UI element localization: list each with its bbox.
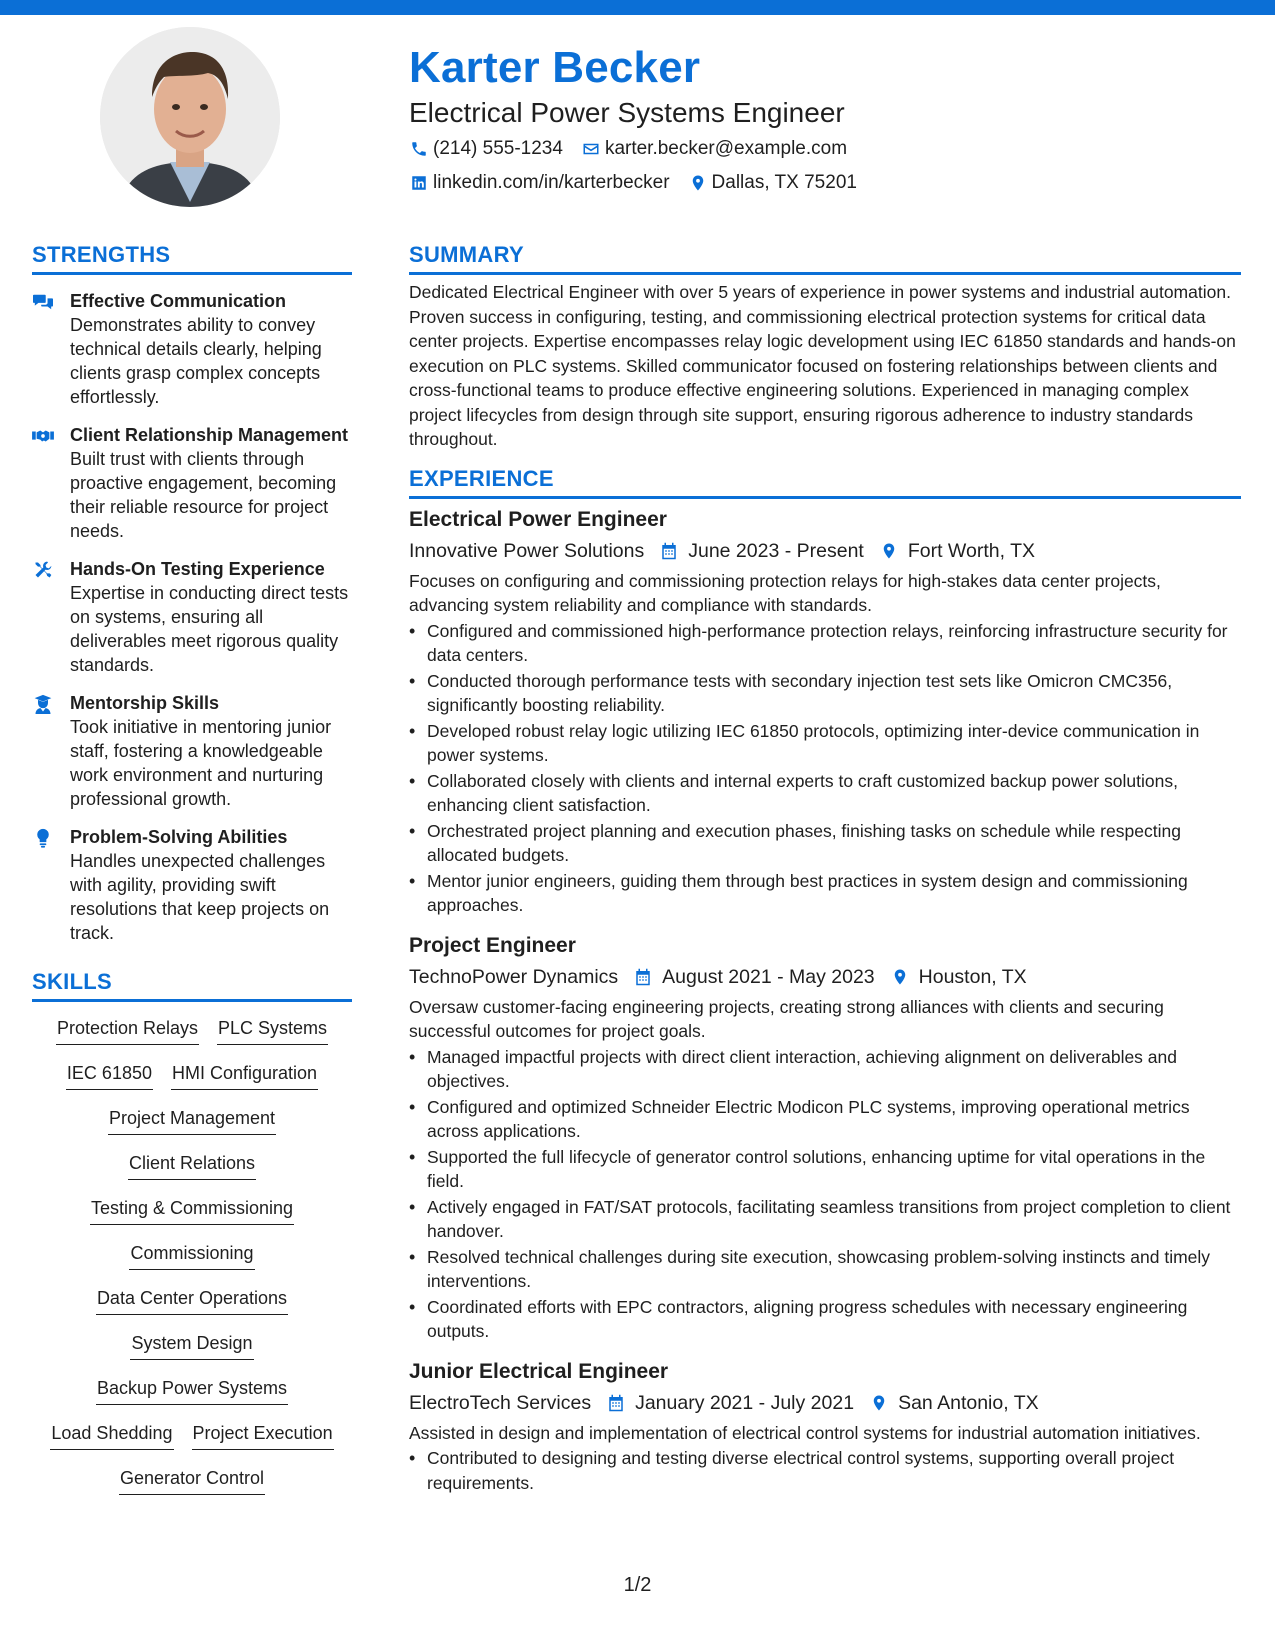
job-meta xyxy=(409,1388,1241,1418)
skill-row xyxy=(32,1151,352,1196)
bullet-item: • Configured and commissioned high-performance protection relays, reinforcing infrastructure security for data centers. xyxy=(409,619,1241,668)
job-dates xyxy=(634,962,874,992)
contact-row-1 xyxy=(409,134,1229,164)
bullet-item: • Orchestrated project planning and execution phases, finishing tasks on schedule while respecting allocated budgets. xyxy=(409,819,1241,868)
skill-tag: Client Relations xyxy=(128,1151,256,1180)
job-meta xyxy=(409,962,1241,992)
strength-desc: Demonstrates ability to convey technical details clearly, helping clients grasp complex concepts effortlessly. xyxy=(70,315,322,407)
skill-tag: Commissioning xyxy=(129,1241,254,1270)
strength-title: Mentorship Skills xyxy=(70,693,220,713)
skill-tag: Data Center Operations xyxy=(96,1286,288,1315)
bullet-item: • Managed impactful projects with direct client interaction, achieving alignment on deliverables and objectives. xyxy=(409,1045,1241,1094)
lightbulb-icon xyxy=(32,825,70,945)
map-pin-icon xyxy=(688,173,708,193)
job-bullets xyxy=(409,1045,1241,1344)
job-description: Focuses on configuring and commissioning protection relays for high-stakes data center projects, advancing system reliability and compliance with standards. xyxy=(409,570,1161,615)
calendar-icon xyxy=(634,967,652,987)
contact-location xyxy=(688,169,857,197)
strength-title: Problem-Solving Abilities xyxy=(70,827,288,847)
graduate-icon xyxy=(32,691,70,811)
job-title: Project Engineer xyxy=(409,933,576,957)
strength-item xyxy=(32,423,352,543)
skill-row xyxy=(32,1466,352,1511)
bullet-item: • Coordinated efforts with EPC contractors, aligning progress schedules with necessary engineering outputs. xyxy=(409,1295,1241,1344)
job-location xyxy=(891,962,1027,992)
envelope-icon xyxy=(581,139,601,159)
strengths-heading: STRENGTHS xyxy=(32,240,352,275)
map-pin-icon xyxy=(880,541,898,561)
strength-desc: Expertise in conducting direct tests on systems, ensuring all deliverables meet rigorous quality standards. xyxy=(70,583,349,675)
skills-heading: SKILLS xyxy=(32,967,352,1002)
skill-tag: IEC 61850 xyxy=(66,1061,153,1090)
calendar-icon xyxy=(660,541,678,561)
contact-phone[interactable] xyxy=(409,135,563,163)
job-meta xyxy=(409,536,1241,566)
strength-desc: Took initiative in mentoring junior staff, fostering a knowledgeable work environment and nurturing professional growth. xyxy=(70,717,332,809)
bullet-item: • Configured and optimized Schneider Electric Modicon PLC systems, improving operational metrics across applications. xyxy=(409,1095,1241,1144)
strength-desc: Handles unexpected challenges with agility, providing swift resolutions that keep projects on track. xyxy=(70,851,330,943)
strength-title: Client Relationship Management xyxy=(70,425,349,445)
contact-linkedin[interactable] xyxy=(409,169,670,197)
handshake-icon xyxy=(32,423,70,543)
strength-title: Hands-On Testing Experience xyxy=(70,559,325,579)
bullet-item: • Contributed to designing and testing diverse electrical control systems, supporting overall project requirements. xyxy=(409,1446,1241,1495)
phone-text: (214) 555-1234 xyxy=(433,138,563,159)
phone-icon xyxy=(409,139,429,159)
job-location xyxy=(870,1388,1039,1418)
strength-item xyxy=(32,825,352,945)
job-entry xyxy=(409,504,1241,918)
job-dates xyxy=(607,1388,854,1418)
contact-email[interactable] xyxy=(581,135,847,163)
top-accent-bar xyxy=(0,0,1275,15)
skill-row xyxy=(32,1241,352,1286)
bullet-item: • Supported the full lifecycle of generator control solutions, enhancing uptime for vital operations in the field. xyxy=(409,1145,1241,1194)
skill-row xyxy=(32,1421,352,1466)
skills-list xyxy=(32,1016,352,1511)
strength-item xyxy=(32,289,352,409)
skill-tag: Load Shedding xyxy=(50,1421,173,1450)
strength-item xyxy=(32,557,352,677)
left-column xyxy=(32,240,352,1511)
job-company xyxy=(409,962,618,992)
job-entry xyxy=(409,930,1241,1344)
skill-tag: Project Execution xyxy=(192,1421,334,1450)
job-dates xyxy=(660,536,864,566)
job-company xyxy=(409,536,644,566)
resume-header xyxy=(409,40,1229,198)
location-text: San Antonio, TX xyxy=(898,1391,1039,1414)
company-text: ElectroTech Services xyxy=(409,1391,592,1414)
bullet-item: • Conducted thorough performance tests with secondary injection test sets like Omicron CMC356, significantly boosting reliability. xyxy=(409,669,1241,718)
skill-row xyxy=(32,1106,352,1151)
location-text: Fort Worth, TX xyxy=(907,539,1035,562)
strength-title: Effective Communication xyxy=(70,291,287,311)
calendar-icon xyxy=(607,1393,625,1413)
bullet-item: • Collaborated closely with clients and internal experts to craft customized backup power solutions, enhancing client satisfaction. xyxy=(409,769,1241,818)
skill-tag: Generator Control xyxy=(119,1466,265,1495)
skill-row xyxy=(32,1016,352,1061)
strength-item xyxy=(32,691,352,811)
map-pin-icon xyxy=(891,967,909,987)
profile-photo xyxy=(100,27,280,207)
dates-text: August 2021 - May 2023 xyxy=(662,965,875,988)
page-number: 1/2 xyxy=(623,1574,652,1596)
avatar-portrait xyxy=(100,27,280,207)
bullet-item: • Mentor junior engineers, guiding them through best practices in system design and commissioning approaches. xyxy=(409,869,1241,918)
company-text: TechnoPower Dynamics xyxy=(409,965,619,988)
skill-row xyxy=(32,1286,352,1331)
job-bullets xyxy=(409,1446,1241,1495)
contact-row-2 xyxy=(409,168,1229,198)
skill-row xyxy=(32,1061,352,1106)
dates-text: January 2021 - July 2021 xyxy=(635,1391,855,1414)
job-location xyxy=(880,536,1035,566)
email-text: karter.becker@example.com xyxy=(604,138,848,159)
skill-tag: Project Management xyxy=(108,1106,276,1135)
skill-tag: Backup Power Systems xyxy=(96,1376,288,1405)
skill-row xyxy=(32,1376,352,1421)
job-bullets xyxy=(409,619,1241,918)
skill-tag: Testing & Commissioning xyxy=(90,1196,294,1225)
company-text: Innovative Power Solutions xyxy=(409,539,645,562)
dates-text: June 2023 - Present xyxy=(688,539,864,562)
candidate-title: Electrical Power Systems Engineer xyxy=(409,97,845,128)
location-text: Houston, TX xyxy=(918,965,1027,988)
skill-tag: HMI Configuration xyxy=(171,1061,318,1090)
skill-tag: Protection Relays xyxy=(56,1016,199,1045)
job-company xyxy=(409,1388,591,1418)
skill-tag: PLC Systems xyxy=(217,1016,328,1045)
skill-row xyxy=(32,1331,352,1376)
candidate-name: Karter Becker xyxy=(409,43,701,92)
summary-text: Dedicated Electrical Engineer with over 5 years of experience in power systems and industrial automation. Proven success in configuring, testing, and commissioning electrical protection systems for critical data center projects. Expertise encompasses relay logic development using IEC 61850 standards and hands-on execution on PLC systems. Skilled communicator focused on fostering relationships between clients and cross-functional teams to produce effective engineering solutions. Experienced in managing complex project lifecycles from design through site support, ensuring rigorous adherence to industry standards throughout. xyxy=(409,282,1236,449)
job-description: Oversaw customer-facing engineering projects, creating strong alliances with clients and securing successful outcomes for project goals. xyxy=(409,996,1164,1041)
linkedin-text: linkedin.com/in/karterbecker xyxy=(433,172,670,193)
comments-icon xyxy=(32,289,70,409)
skill-row xyxy=(32,1196,352,1241)
location-text: Dallas, TX 75201 xyxy=(711,172,857,193)
bullet-item: • Resolved technical challenges during site execution, showcasing problem-solving instincts and timely interventions. xyxy=(409,1245,1241,1294)
job-title: Junior Electrical Engineer xyxy=(409,1359,669,1383)
summary-heading: SUMMARY xyxy=(409,240,1241,275)
job-entry xyxy=(409,1356,1241,1496)
job-title: Electrical Power Engineer xyxy=(409,507,667,531)
bullet-item: • Developed robust relay logic utilizing IEC 61850 protocols, optimizing inter-device communication in power systems. xyxy=(409,719,1241,768)
right-column xyxy=(409,240,1241,1495)
bullet-item: • Actively engaged in FAT/SAT protocols, facilitating seamless transitions from project completion to client handover. xyxy=(409,1195,1241,1244)
map-pin-icon xyxy=(870,1393,888,1413)
tools-icon xyxy=(32,557,70,677)
skill-tag: System Design xyxy=(130,1331,253,1360)
linkedin-icon xyxy=(409,173,429,193)
job-description: Assisted in design and implementation of electrical control systems for industrial automation initiatives. xyxy=(409,1422,1201,1443)
strength-desc: Built trust with clients through proactive engagement, becoming their reliable resource for project needs. xyxy=(70,449,337,541)
experience-heading: EXPERIENCE xyxy=(409,464,1241,499)
